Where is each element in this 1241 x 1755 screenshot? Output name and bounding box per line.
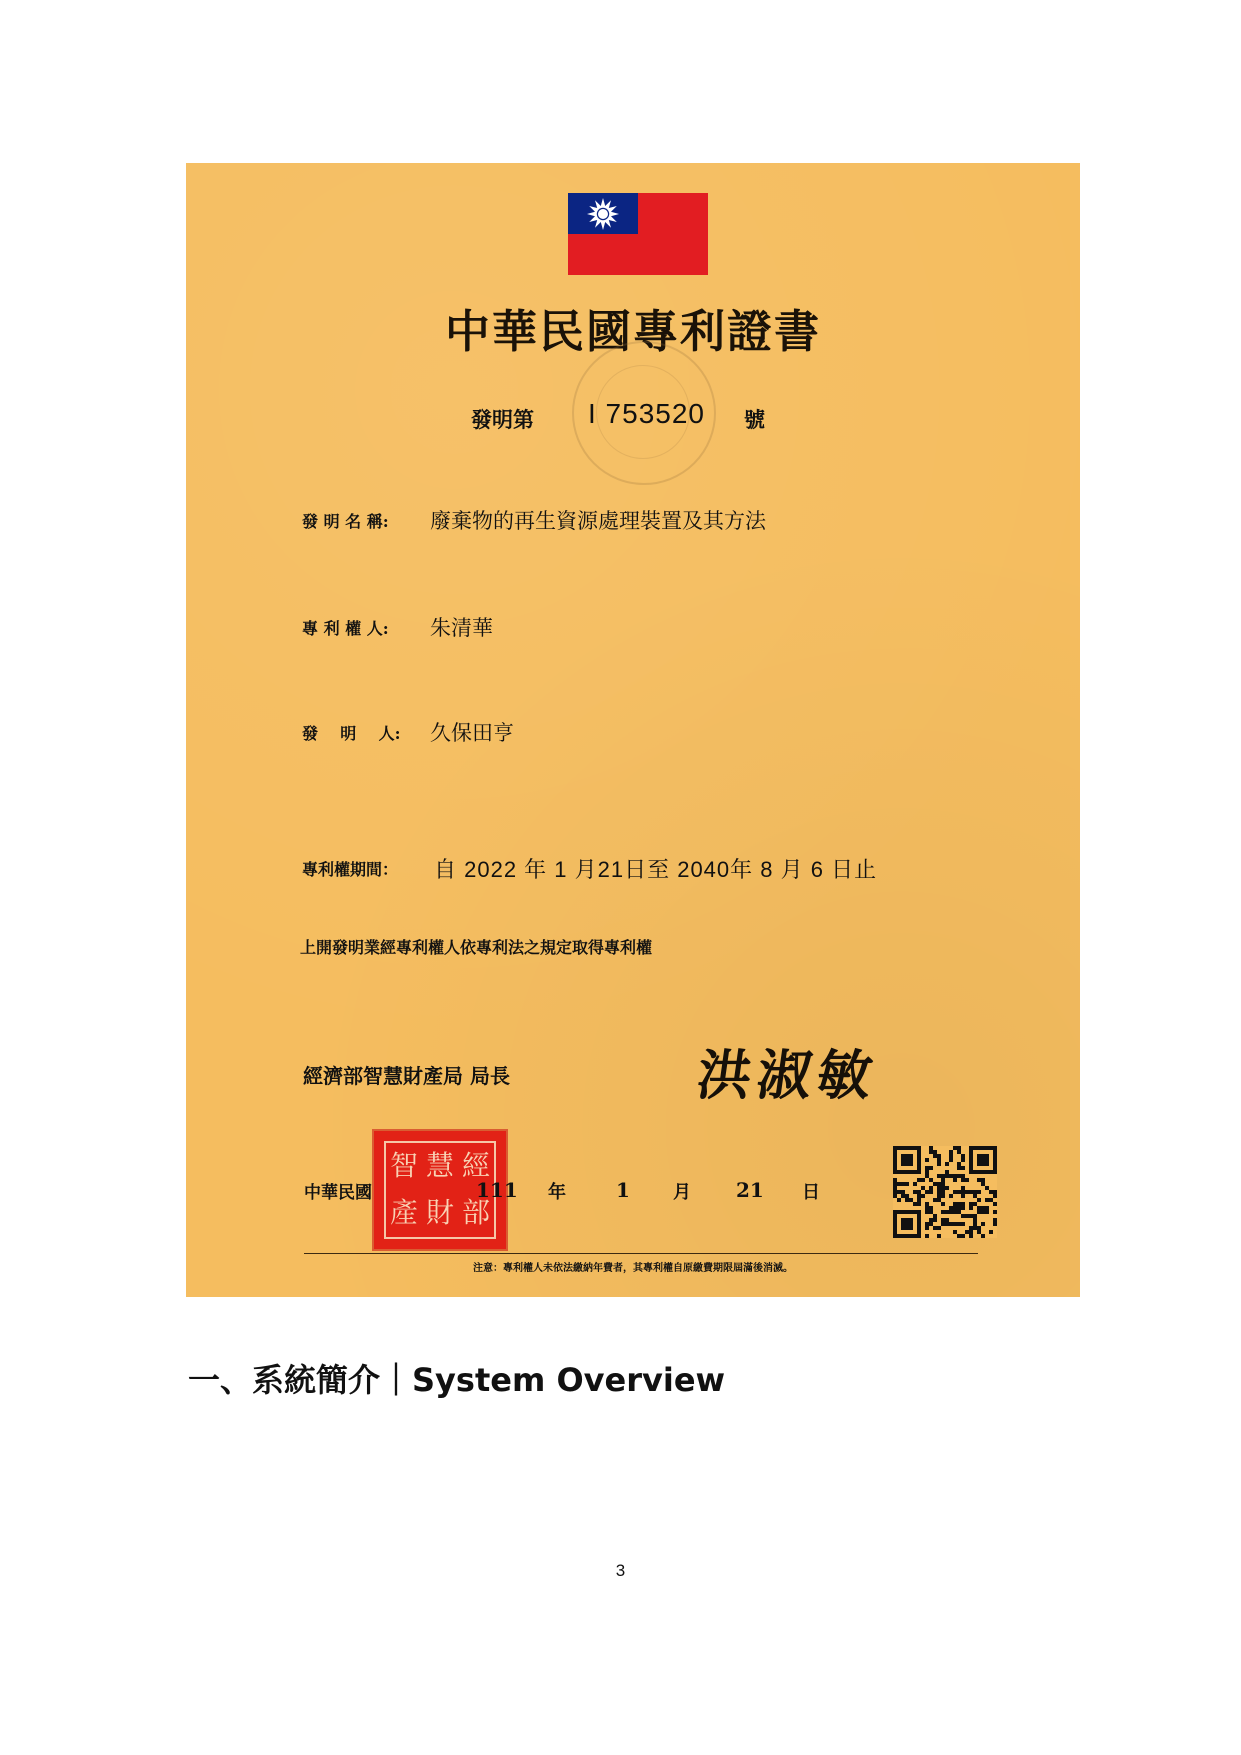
date-year-unit: 年 [548, 1182, 566, 1203]
grant-statement: 上開發明業經專利權人依專利法之規定取得專利權 [300, 938, 653, 957]
certificate-note: 注意：專利權人未依法繳納年費者，其專利權自原繳費期限屆滿後消滅。 [473, 1263, 793, 1274]
white-sun-icon [584, 196, 622, 232]
patent-period-label: 專利權期間： [302, 860, 399, 879]
stamp-char: 智 [389, 1149, 418, 1182]
qr-code [893, 1146, 997, 1238]
patent-number-line [186, 400, 1080, 440]
patentee-value: 朱清華 [430, 616, 493, 640]
certificate-title: 中華民國專利證書 [444, 305, 821, 358]
page-number: 3 [615, 1561, 626, 1580]
patent-period-row [302, 853, 877, 884]
inventor-label: 發 明 人: [302, 723, 401, 743]
patent-period-value: 自 2022 年 1 月21日至 2040年 8 月 6 日止 [434, 857, 878, 882]
stamp-char: 慧 [425, 1149, 454, 1182]
date-month: 1 [616, 1178, 630, 1202]
section-heading: 一、系統簡介｜System Overview [188, 1361, 726, 1399]
date-day: 21 [736, 1178, 764, 1202]
patentee-label: 專 利 權 人: [302, 618, 389, 638]
roc-flag [568, 193, 708, 275]
inventor-value: 久保田亨 [430, 721, 514, 745]
patent-number-suffix: 號 [744, 407, 765, 432]
invention-name-value: 廢棄物的再生資源處理裝置及其方法 [430, 509, 766, 533]
date-year: 111 [476, 1178, 518, 1202]
director-signature: 洪淑敏 [693, 1043, 883, 1107]
stamp-char: 財 [425, 1196, 454, 1229]
stamp-char: 經 [461, 1149, 490, 1182]
inventor-row [302, 717, 514, 747]
qr-code-pattern [893, 1146, 997, 1238]
patent-number-prefix: 發明第 [471, 407, 534, 432]
date-month-unit: 月 [673, 1182, 691, 1203]
date-day-unit: 日 [802, 1182, 820, 1203]
footer-rule [304, 1253, 978, 1254]
patentee-row [302, 612, 493, 642]
patent-number: I 753520 [588, 398, 705, 429]
stamp-char: 部 [461, 1196, 490, 1229]
date-era: 中華民國 [304, 1183, 372, 1203]
director-title: 經濟部智慧財產局 局長 [303, 1064, 510, 1088]
patent-certificate [186, 163, 1080, 1297]
stamp-char: 產 [389, 1196, 418, 1229]
invention-name-row [302, 505, 766, 535]
invention-name-label: 發 明 名 稱: [302, 511, 389, 531]
